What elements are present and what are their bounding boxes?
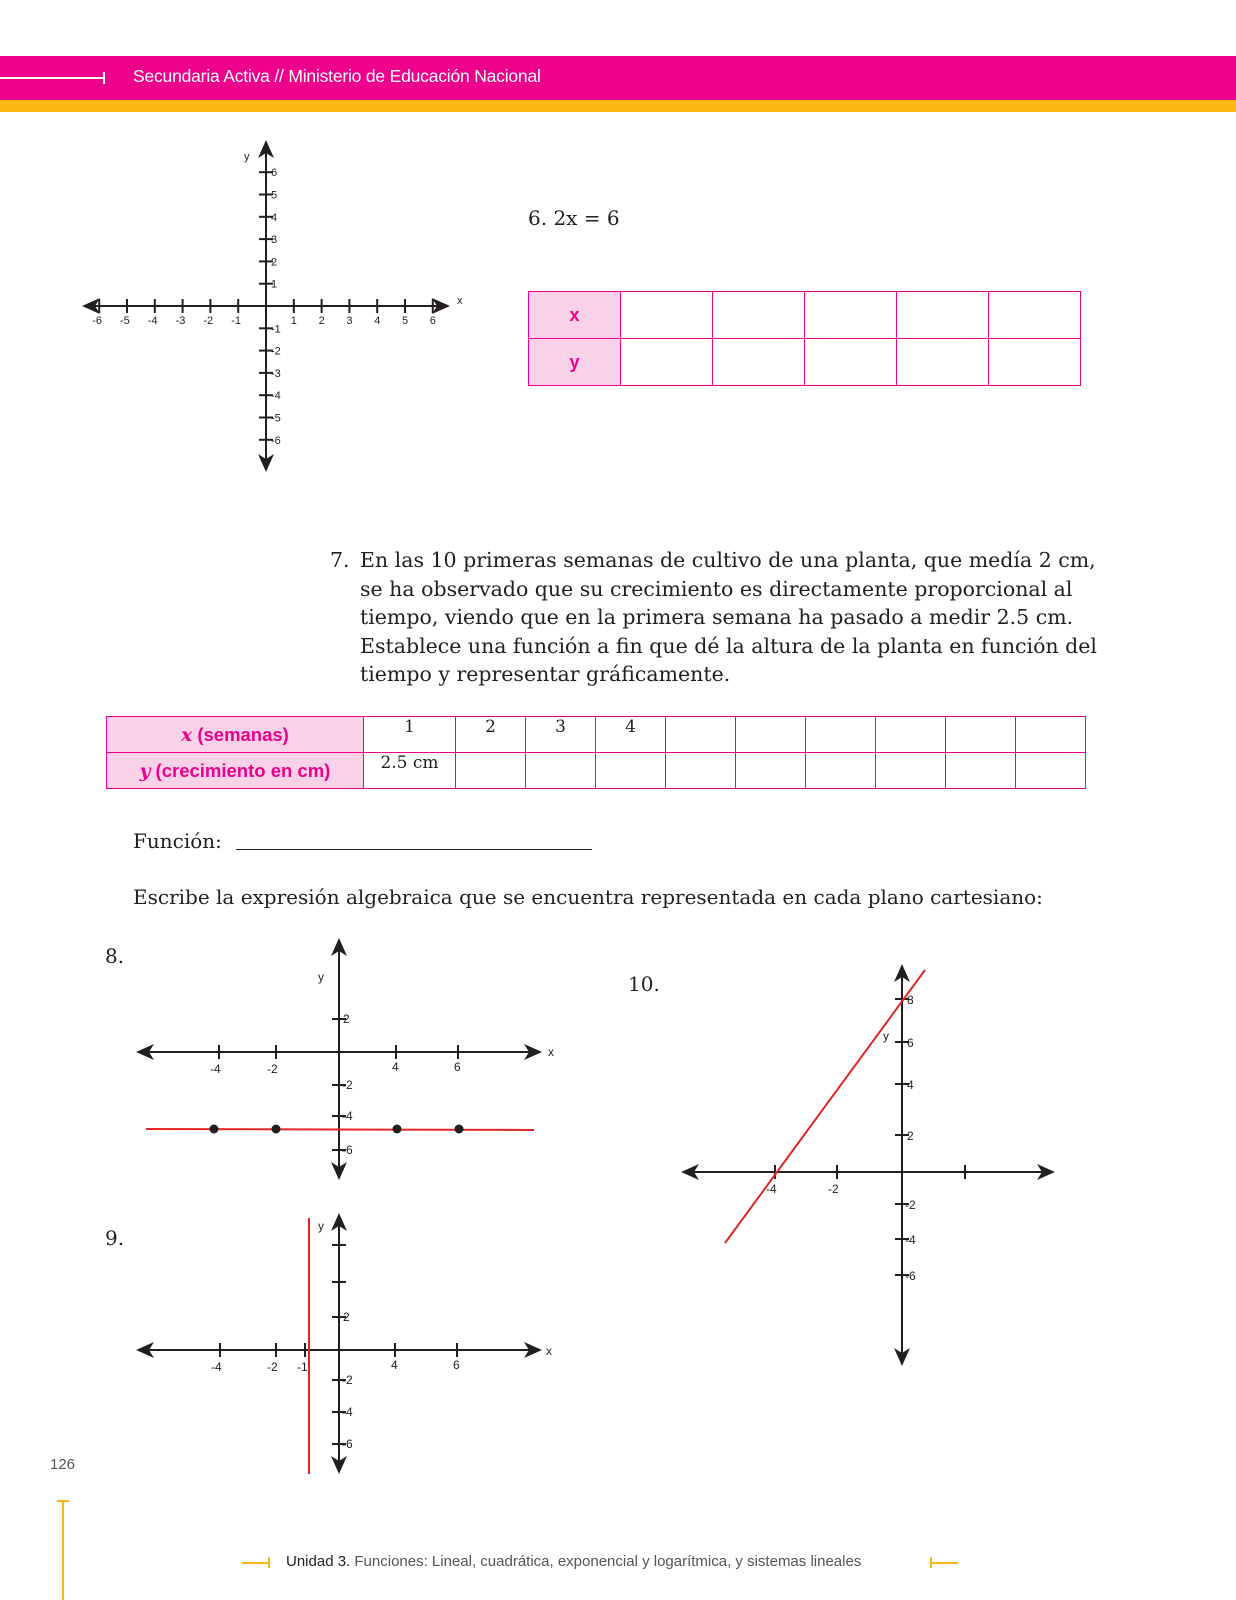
x-value-cell[interactable]: 3 <box>526 717 596 753</box>
exercise8-cartesian-plane <box>130 935 560 1185</box>
y-tick-label: -4 <box>342 1405 353 1419</box>
x-tick-label: -4 <box>210 1062 221 1076</box>
y-cell[interactable] <box>713 339 805 386</box>
exercise9-number: 9. <box>105 1226 125 1250</box>
x-value-cell[interactable]: 4 <box>596 717 666 753</box>
exercise6-label: 6. 2x = 6 <box>528 206 620 230</box>
exercise10-number: 10. <box>628 972 660 996</box>
y-tick-label: 4 <box>271 211 278 224</box>
y-tick-label: -2 <box>271 345 281 358</box>
x-tick-label: 3 <box>346 315 353 327</box>
y-tick-label: 3 <box>271 234 278 247</box>
x-tick-label: 4 <box>374 315 381 327</box>
y-tick-label: -3 <box>271 367 281 380</box>
point <box>393 1125 402 1134</box>
exercise7-line: En las 10 primeras semanas de cultivo de una planta, que medía 2 cm, <box>360 548 1096 572</box>
exercise10-cartesian-plane <box>675 960 1060 1370</box>
header-rule-tick <box>103 72 105 84</box>
funcion-answer-line[interactable] <box>236 849 592 850</box>
y-crecimiento-header: y (crecimiento en cm) <box>107 753 364 789</box>
x-value-cell[interactable]: 1 <box>364 717 456 753</box>
y-axis-label: y <box>318 970 324 984</box>
y-cell[interactable] <box>989 339 1081 386</box>
x-cell[interactable] <box>621 292 713 339</box>
table-row <box>529 339 1081 386</box>
x-semanas-header: x (semanas) <box>107 717 364 753</box>
y-tick-label: -6 <box>905 1269 916 1283</box>
y-tick-label: -4 <box>905 1233 916 1247</box>
footer-text: Unidad 3. Funciones: Lineal, cuadrática, exponencial y logarítmica, y sistemas lineales <box>286 1553 862 1570</box>
sloped-line <box>725 970 925 1243</box>
header-rule <box>0 77 104 79</box>
x-tick-label: -1 <box>297 1360 308 1374</box>
y-tick-label: -4 <box>271 390 281 403</box>
exercise6-x-label: x <box>457 295 463 307</box>
x-cell[interactable] <box>805 292 897 339</box>
funcion-label: Función: <box>133 829 222 853</box>
x-value-cell[interactable] <box>946 717 1016 753</box>
y-tick-label: -5 <box>271 412 281 425</box>
x-tick-label: -4 <box>211 1360 222 1374</box>
x-tick-label: 4 <box>391 1358 398 1372</box>
header-title: Secundaria Activa // Ministerio de Educación Nacional <box>133 66 541 86</box>
y-tick-label: 2 <box>343 1012 350 1026</box>
horizontal-line <box>146 1129 534 1130</box>
y-tick-label: 4 <box>907 1078 914 1092</box>
x-value-cell[interactable] <box>666 717 736 753</box>
y-tick-label: -1 <box>271 323 281 336</box>
table-row <box>107 717 1086 753</box>
exercise8-number: 8. <box>105 944 125 968</box>
x-tick-label: -2 <box>267 1360 278 1374</box>
table-row <box>107 753 1086 789</box>
exercise7-line: tiempo, viendo que en la primera semana ha pasado a medir 2.5 cm. <box>360 605 1074 629</box>
y-tick-label: 1 <box>271 278 278 291</box>
x-tick-label: -2 <box>267 1062 278 1076</box>
x-axis-label: x <box>548 1045 554 1059</box>
y-tick-label: -2 <box>342 1373 353 1387</box>
y-value-cell[interactable] <box>666 753 736 789</box>
y-axis-label: y <box>318 1219 324 1233</box>
exercise7-table <box>106 716 1086 789</box>
y-tick-label: 2 <box>271 256 278 269</box>
x-value-cell[interactable] <box>876 717 946 753</box>
y-tick-label: 2 <box>343 1310 350 1324</box>
y-value-cell[interactable] <box>526 753 596 789</box>
y-axis-label: y <box>883 1029 889 1043</box>
y-tick-label: 5 <box>271 189 278 202</box>
x-axis-label: x <box>546 1344 552 1358</box>
x-tick-label: -1 <box>231 315 241 327</box>
y-tick-label: 8 <box>907 993 914 1007</box>
x-tick-label: 6 <box>429 315 436 327</box>
x-cell[interactable] <box>713 292 805 339</box>
left-margin-rule-cap <box>57 1500 69 1502</box>
left-margin-rule <box>62 1500 64 1600</box>
y-value-cell[interactable] <box>1016 753 1086 789</box>
x-tick-label: 5 <box>402 315 409 327</box>
point <box>455 1125 464 1134</box>
x-tick-label: -4 <box>147 315 158 327</box>
x-cell[interactable] <box>989 292 1081 339</box>
y-value-cell[interactable] <box>736 753 806 789</box>
footer-right-rule <box>930 1562 958 1564</box>
exercise7-line: Establece una función a fin que dé la altura de la planta en función del <box>360 633 1097 658</box>
y-value-cell[interactable] <box>806 753 876 789</box>
instruction-text: Escribe la expresión algebraica que se encuentra representada en cada plano cartesiano: <box>133 885 1043 909</box>
y-tick-label: -2 <box>342 1078 353 1092</box>
exercise6-cartesian-plane <box>80 140 470 475</box>
y-cell[interactable] <box>621 339 713 386</box>
x-value-cell[interactable] <box>1016 717 1086 753</box>
y-value-cell[interactable]: 2.5 cm <box>364 753 456 789</box>
x-header-cell: x <box>529 292 621 339</box>
y-tick-label: 2 <box>907 1129 914 1143</box>
page-number: 126 <box>50 1456 76 1473</box>
y-value-cell[interactable] <box>596 753 666 789</box>
x-tick-label: -4 <box>766 1182 777 1196</box>
footer-left-rule <box>242 1562 270 1564</box>
x-tick-label: -6 <box>92 315 102 327</box>
exercise7-line: tiempo y representar gráficamente. <box>360 662 731 686</box>
x-tick-label: 4 <box>392 1060 399 1074</box>
y-cell[interactable] <box>897 339 989 386</box>
y-value-cell[interactable] <box>876 753 946 789</box>
point <box>210 1125 219 1134</box>
x-value-cell[interactable] <box>806 717 876 753</box>
x-value-cell[interactable]: 2 <box>456 717 526 753</box>
exercise6-table <box>528 291 1081 386</box>
x-tick-label: -2 <box>828 1182 839 1196</box>
x-cell[interactable] <box>897 292 989 339</box>
header-orange-stripe <box>0 100 1236 112</box>
y-cell[interactable] <box>805 339 897 386</box>
x-tick-label: 6 <box>454 1060 461 1074</box>
x-tick-label: 6 <box>453 1358 460 1372</box>
point <box>272 1125 281 1134</box>
exercise7-line: se ha observado que su crecimiento es directamente proporcional al <box>360 576 1073 601</box>
table-row <box>529 292 1081 339</box>
exercise7-number: 7. <box>330 548 350 572</box>
x-value-cell[interactable] <box>736 717 806 753</box>
x-tick-label: -5 <box>120 315 130 327</box>
x-tick-label: 1 <box>290 315 297 327</box>
exercise6-y-label: y <box>244 151 250 163</box>
y-value-cell[interactable] <box>456 753 526 789</box>
footer-left-tick <box>268 1557 270 1568</box>
x-tick-label: -2 <box>203 315 214 327</box>
x-tick-label: 2 <box>318 315 325 327</box>
y-value-cell[interactable] <box>946 753 1016 789</box>
y-tick-label: -4 <box>342 1109 353 1123</box>
y-tick-label: -6 <box>342 1437 353 1451</box>
y-tick-label: -6 <box>342 1143 353 1157</box>
y-tick-label: -6 <box>271 434 281 447</box>
exercise9-cartesian-plane <box>130 1210 560 1480</box>
y-tick-label: 6 <box>907 1036 914 1050</box>
y-tick-label: -2 <box>905 1198 916 1212</box>
y-tick-label: 6 <box>271 167 278 180</box>
x-tick-label: -3 <box>175 315 186 327</box>
y-header-cell: y <box>529 339 621 386</box>
